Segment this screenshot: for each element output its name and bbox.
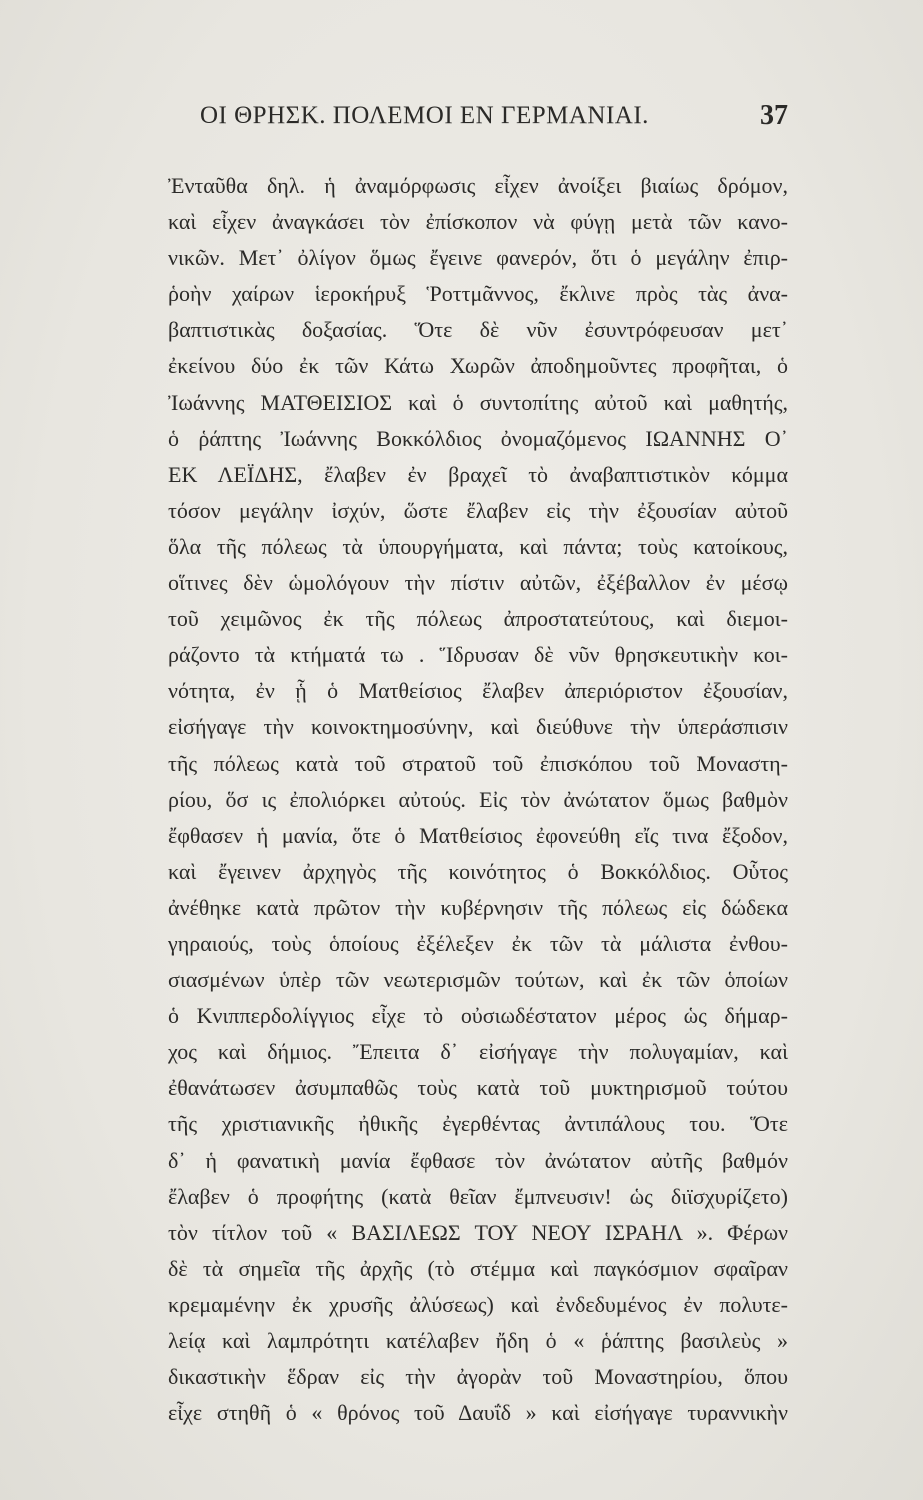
text-line: τόσον μεγάλην ἰσχύν, ὥστε ἔλαβεν εἰς τὴν ἐξουσίαν αὐτοῦ xyxy=(168,497,788,523)
text-line: τοῦ χειμῶνος ἐκ τῆς πόλεως ἀπροστατεύτους, καὶ διεμοι- xyxy=(168,606,788,632)
text-line: ὁ Κνιππερδολίγγιος εἶχε τὸ οὐσιωδέστατον μέρος ὡς δήμαρ- xyxy=(168,1003,788,1029)
text-line: δικαστικὴν ἕδραν εἰς τὴν ἀγορὰν τοῦ Μοναστηρίου, ὅπου xyxy=(168,1364,788,1390)
text-line: εἶχε στηθῆ ὁ « θρόνος τοῦ Δαυΐδ » καὶ εἰσήγαγε τυραννικὴν xyxy=(168,1400,788,1426)
running-head: ΟΙ ΘΡΗΣΚ. ΠΟΛΕΜΟΙ ΕΝ ΓΕΡΜΑΝΙΑΙ. xyxy=(200,102,649,129)
text-line: δ᾿ ἡ φανατικὴ μανία ἔφθασε τὸν ἀνώτατον αὐτῆς βαθμόν xyxy=(168,1147,788,1173)
text-line: λείᾳ καὶ λαμπρότητι κατέλαβεν ἤδη ὁ « ῥάπτης βασιλεὺς » xyxy=(168,1328,788,1353)
text-line: ἀνέθηκε κατὰ πρῶτον τὴν κυβέρνησιν τῆς πόλεως εἰς δώδεκα xyxy=(168,894,788,920)
body-text xyxy=(168,168,788,1431)
page-number: 37 xyxy=(760,100,788,131)
text-line: ἐθανάτωσεν ἀσυμπαθῶς τοὺς κατὰ τοῦ μυκτηρισμοῦ τούτου xyxy=(168,1075,788,1101)
text-line: τῆς χριστιανικῆς ἠθικῆς ἐγερθέντας ἀντιπάλους του. Ὅτε xyxy=(168,1111,788,1137)
text-line: καὶ εἶχεν ἀναγκάσει τὸν ἐπίσκοπον νὰ φύγῃ μετὰ τῶν κανο- xyxy=(168,209,788,235)
text-line: κρεμαμένην ἐκ χρυσῆς ἀλύσεως) καὶ ἐνδεδυμένος ἐν πολυτε- xyxy=(168,1291,788,1317)
text-line: τὸν τίτλον τοῦ « ΒΑΣΙΛΕΩΣ ΤΟΥ ΝΕΟΥ ΙΣΡΑΗΛ ». Φέρων xyxy=(168,1219,788,1245)
text-line: ἔφθασεν ἡ μανία, ὅτε ὁ Ματθείσιος ἐφονεύθη εἴς τινα ἔξοδον, xyxy=(168,822,788,848)
text-line: Ἐνταῦθα δηλ. ἡ ἀναμόρφωσις εἶχεν ἀνοίξει βιαίως δρόμον, xyxy=(168,173,788,198)
text-line: γηραιούς, τοὺς ὁποίους ἐξέλεξεν ἐκ τῶν τὰ μάλιστα ἐνθου- xyxy=(168,930,788,956)
text-line: ράζοντο τὰ κτήματά τω . Ἵδρυσαν δὲ νῦν θρησκευτικὴν κοι- xyxy=(168,642,788,668)
text-line: ρίου, ὅσ ις ἐπολιόρκει αὐτούς. Εἰς τὸν ἀνώτατον ὅμως βαθμὸν xyxy=(168,786,788,812)
text-line: ΕΚ ΛΕΪΔΗΣ, ἔλαβεν ἐν βραχεῖ τὸ ἀναβαπτιστικὸν κόμμα xyxy=(168,461,788,487)
text-line: ὅλα τῆς πόλεως τὰ ὑπουργήματα, καὶ πάντα; τοὺς κατοίκους, xyxy=(168,533,788,559)
text-line: σιασμένων ὑπὲρ τῶν νεωτερισμῶν τούτων, καὶ ἐκ τῶν ὁποίων xyxy=(168,967,788,993)
text-line: ἔλαβεν ὁ προφήτης (κατὰ θεῖαν ἔμπνευσιν! ὡς διϊσχυρίζετο) xyxy=(168,1183,788,1209)
text-line: βαπτιστικὰς δοξασίας. Ὅτε δὲ νῦν ἐσυντρόφευσαν μετ᾿ xyxy=(168,317,788,343)
text-line: χος καὶ δήμιος. Ἔπειτα δ᾿ εἰσήγαγε τὴν πολυγαμίαν, καὶ xyxy=(168,1039,788,1065)
text-line: ὁ ῥάπτης Ἰωάννης Βοκκόλδιος ὀνομαζόμενος ΙΩΑΝΝΗΣ Ο᾿ xyxy=(168,425,788,451)
text-line: οἵτινες δὲν ὡμολόγουν τὴν πίστιν αὐτῶν, ἐξέβαλλον ἐν μέσῳ xyxy=(168,570,788,596)
text-line: Ἰωάννης ΜΑΤΘΕΙΣΙΟΣ καὶ ὁ συντοπίτης αὐτοῦ καὶ μαθητής, xyxy=(168,389,788,415)
text-line: τῆς πόλεως κατὰ τοῦ στρατοῦ τοῦ ἐπισκόπου τοῦ Μοναστη- xyxy=(168,750,788,776)
page-header xyxy=(170,100,788,140)
text-line: νικῶν. Μετ᾿ ὀλίγον ὅμως ἔγεινε φανερόν, ὅτι ὁ μεγάλην ἐπιρ- xyxy=(168,245,788,271)
text-line: ἐκείνου δύο ἐκ τῶν Κάτω Χωρῶν ἀποδημοῦντες προφῆται, ὁ xyxy=(168,353,788,379)
text-line: καὶ ἔγεινεν ἀρχηγὸς τῆς κοινότητος ὁ Βοκκόλδιος. Οὗτος xyxy=(168,858,788,884)
text-line: εἰσήγαγε τὴν κοινοκτημοσύνην, καὶ διεύθυνε τὴν ὑπεράσπισιν xyxy=(168,714,788,740)
text-line: νότητα, ἐν ᾗ ὁ Ματθείσιος ἔλαβεν ἀπεριόριστον ἐξουσίαν, xyxy=(168,678,788,704)
text-line: δὲ τὰ σημεῖα τῆς ἀρχῆς (τὸ στέμμα καὶ παγκόσμιον σφαῖραν xyxy=(168,1255,788,1281)
text-line: ῥοὴν χαίρων ἱεροκήρυξ Ῥοττμᾶννος, ἔκλινε πρὸς τὰς ἀνα- xyxy=(168,281,788,307)
